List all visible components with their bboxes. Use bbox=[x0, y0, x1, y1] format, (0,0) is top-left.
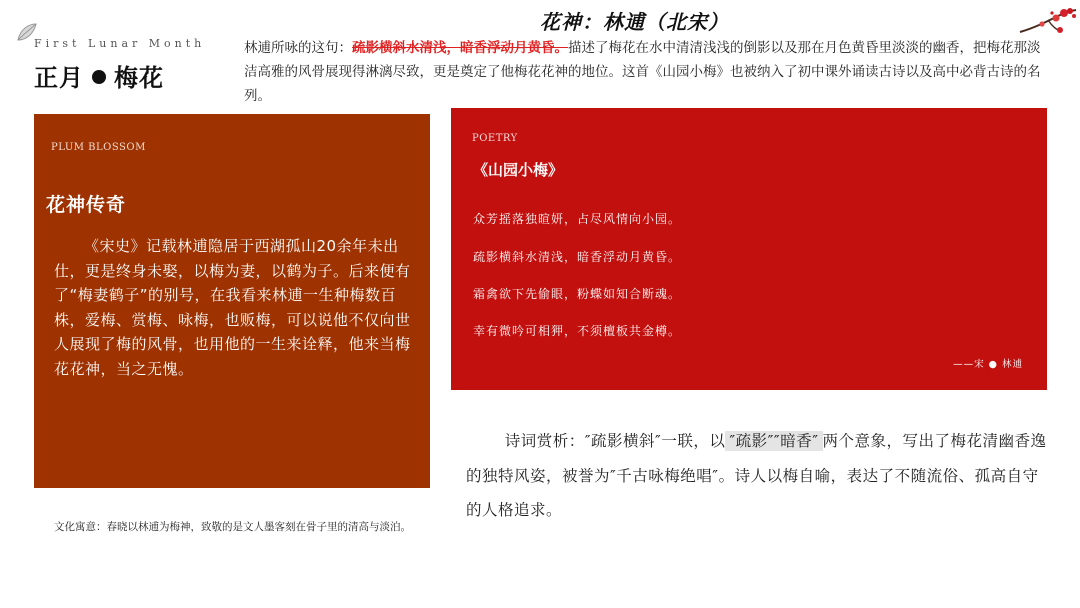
analysis-rest: 两个意象，写出了梅花清幽香逸的独特风姿，被誉为″千古咏梅绝唱″。诗人以梅自喻，表达了不随流俗、孤高自守的人格追求。 bbox=[466, 432, 1047, 519]
legend-card-body: 《宋史》记载林逋隐居于西湖孤山20余年未出仕，更是终身未娶，以梅为妻，以鹤为子。后来便有了“梅妻鹤子”的别号，在我看来林逋一生种梅数百株，爱梅、赏梅、咏梅，也贩梅，可以说他不仅向世人展现了梅的风骨，也用他的一生来诠释，他来当梅花花神，当之无愧。 bbox=[54, 237, 411, 378]
poem-card-tag: POETRY bbox=[472, 133, 518, 144]
imagery-highlight: ″疏影″″暗香″ bbox=[725, 431, 822, 451]
poem-line: 疏影横斜水清浅，暗香浮动月黄昏。 bbox=[473, 250, 682, 264]
analysis-paragraph bbox=[466, 424, 1054, 528]
analysis-lead: 诗词赏析：″疏影横斜″一联，以 bbox=[504, 432, 726, 450]
poem-title: 《山园小梅》 bbox=[473, 161, 564, 179]
culture-note: 文化寓意：春晓以林逋为梅神，致敬的是文人墨客刻在骨子里的清高与淡泊。 bbox=[54, 521, 411, 533]
flower-label: 梅花 bbox=[114, 64, 164, 92]
intro-paragraph bbox=[244, 36, 1044, 108]
subtitle-english: First Lunar Month bbox=[34, 37, 206, 50]
poem-card bbox=[451, 108, 1047, 390]
poem-line: 众芳摇落独暄妍，占尽风情向小园。 bbox=[473, 212, 682, 226]
poem-line: 幸有微吟可相狎，不须檀板共金樽。 bbox=[473, 324, 682, 338]
author-name: 林逋 bbox=[1001, 359, 1023, 370]
poem-author: ——宋 ● 林逋 bbox=[953, 359, 1023, 370]
legend-card-title: 花神传奇 bbox=[46, 194, 127, 216]
month-label: 正月 bbox=[34, 64, 84, 92]
legend-card bbox=[34, 114, 430, 488]
section-heading: 花神：林逋（北宋） bbox=[540, 10, 729, 34]
poem-line: 霜禽欲下先偷眼，粉蝶如知合断魂。 bbox=[473, 287, 682, 301]
bullet-dot-icon bbox=[92, 70, 106, 84]
intro-rest: 描述了梅花在水中清清浅浅的倒影以及那在月色黄昏里淡淡的幽香，把梅花那淡洁高雅的风骨展现得淋漓尽致，更是奠定了他梅花花神的地位。这首《山园小梅》也被纳入了初中课外诵读古诗以及高中必背古诗的名列。 bbox=[244, 40, 1041, 104]
page-title bbox=[34, 58, 164, 93]
author-prefix: ——宋 bbox=[953, 359, 985, 370]
legend-card-tag: PLUM BLOSSOM bbox=[51, 142, 146, 153]
intro-lead: 林逋所咏的这句： bbox=[244, 40, 352, 56]
highlighted-verse: 疏影横斜水清浅，暗香浮动月黄昏。 bbox=[352, 40, 568, 56]
plum-branch-icon bbox=[1018, 4, 1078, 38]
